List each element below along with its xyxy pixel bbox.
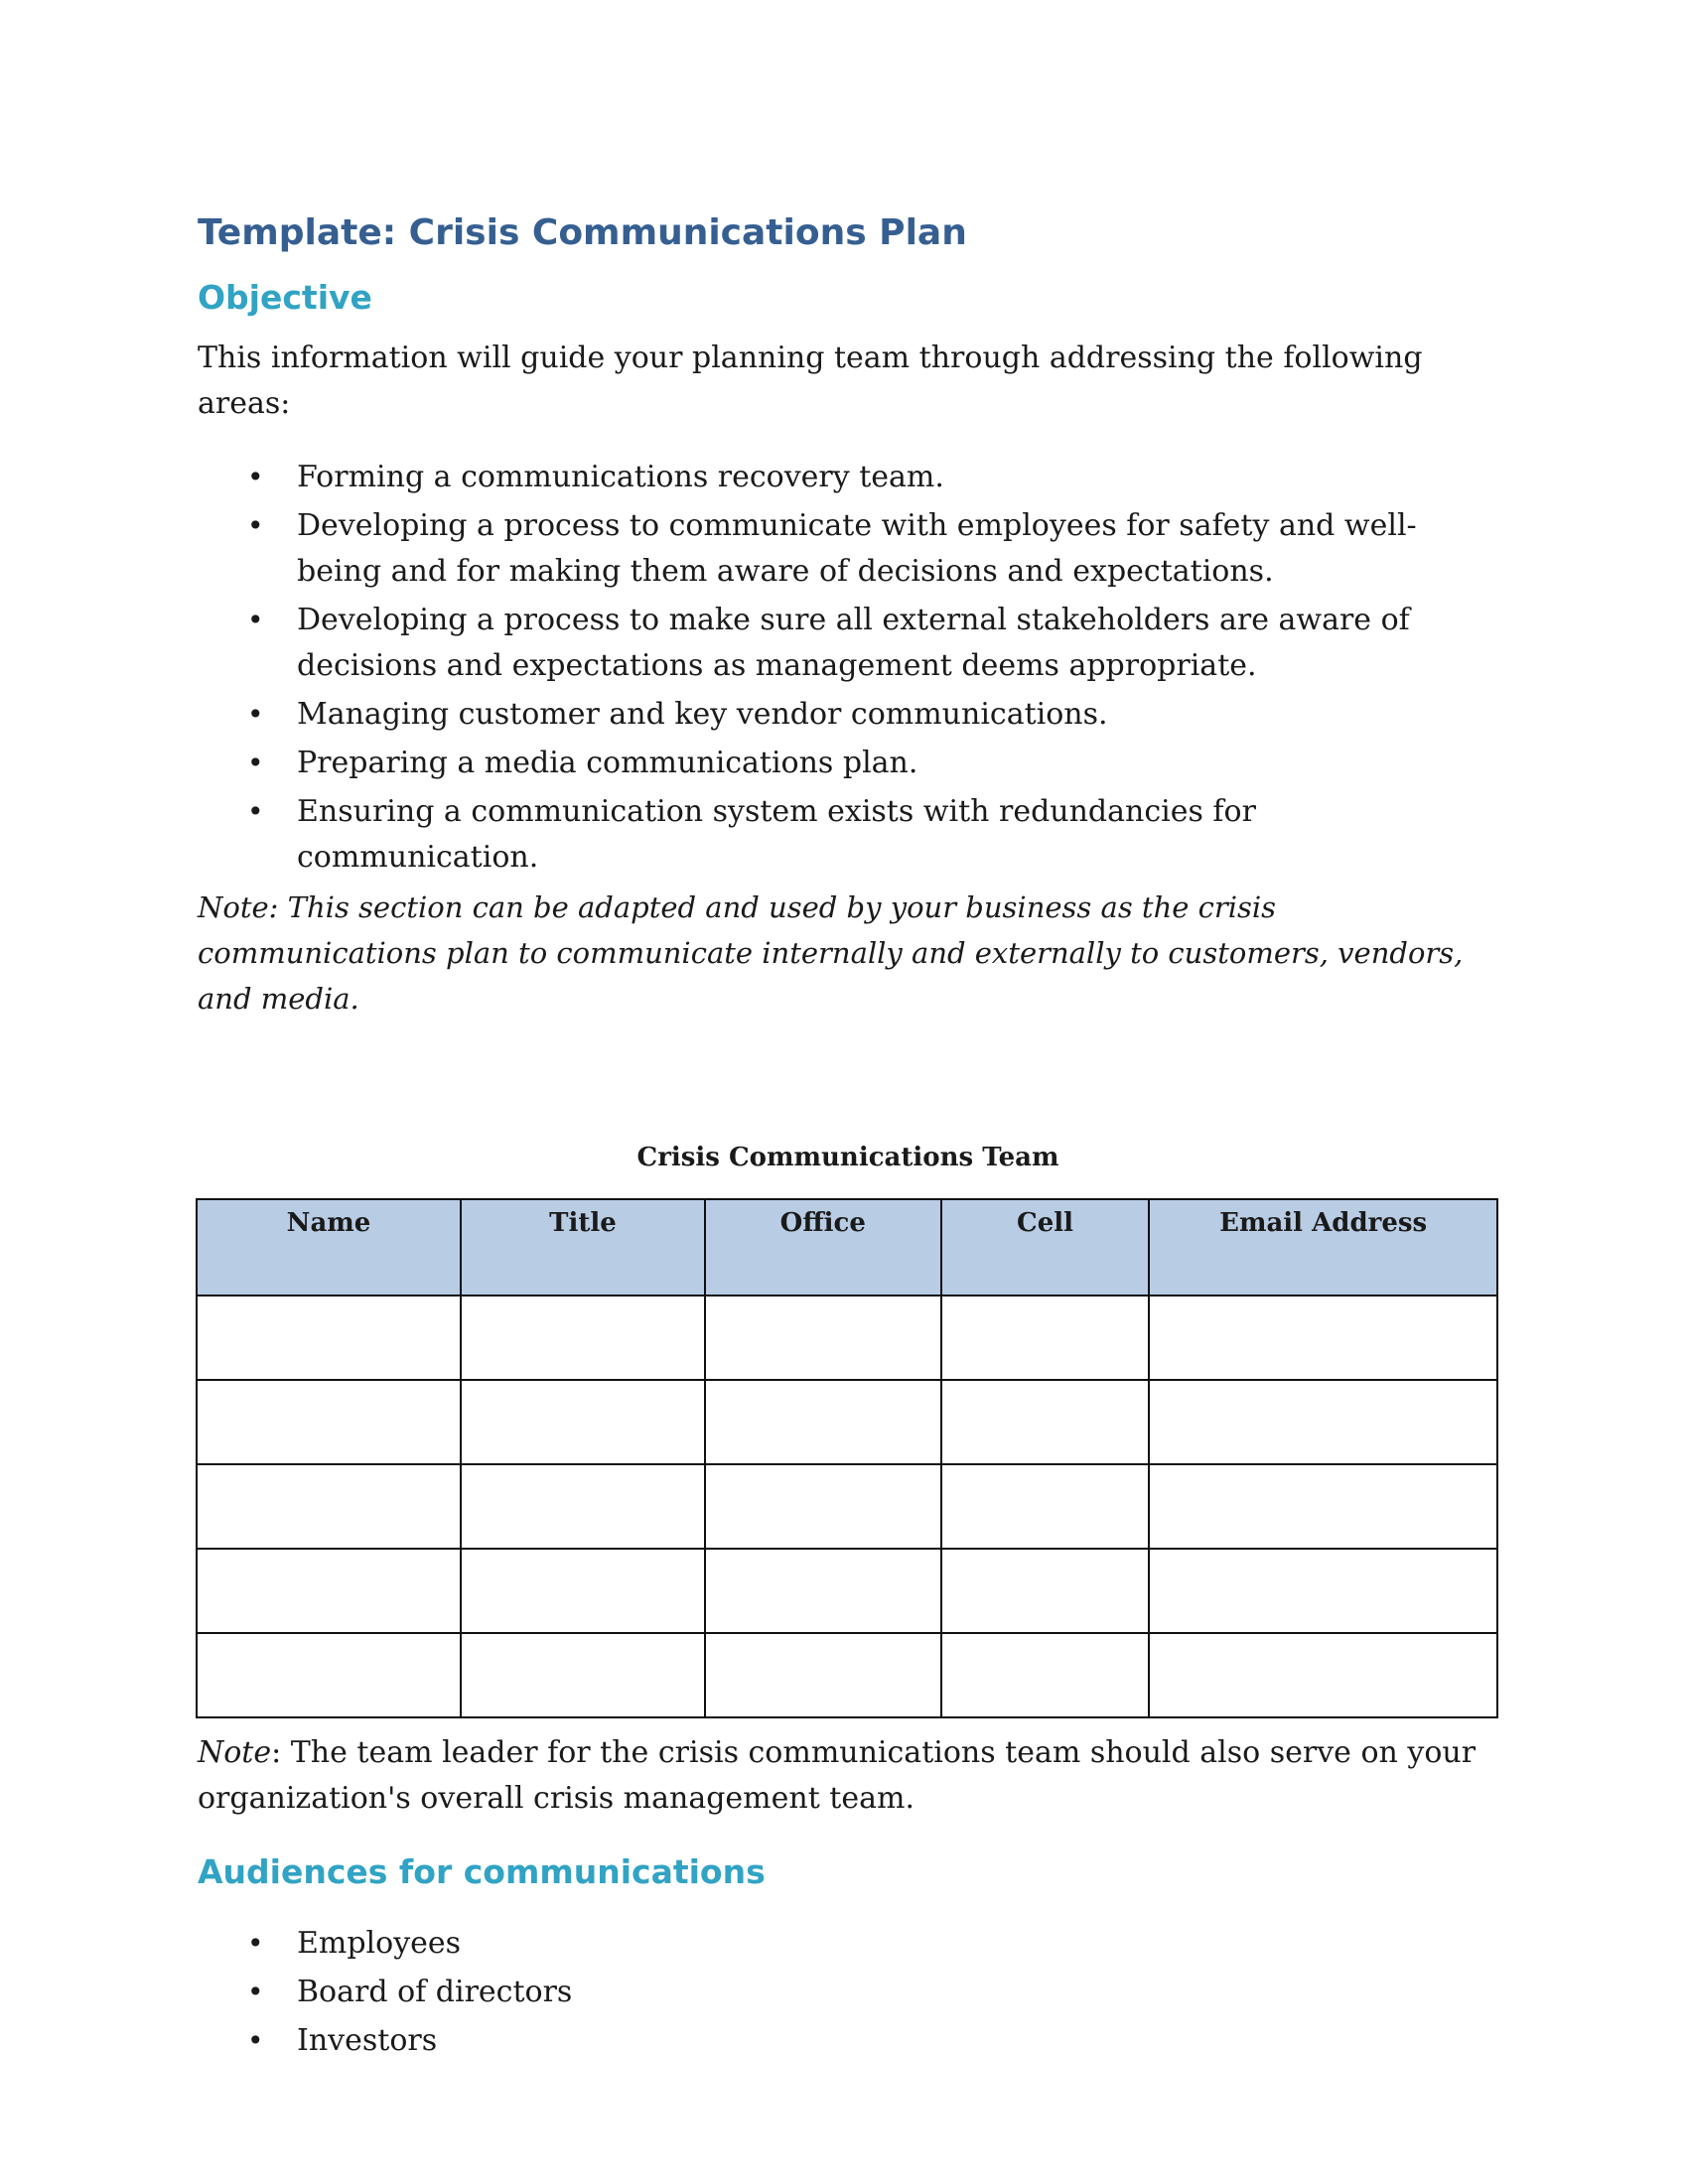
objective-note xyxy=(198,885,1478,1022)
list-item xyxy=(198,2018,1498,2064)
table-cell[interactable] xyxy=(1149,1549,1497,1633)
column-header-title: Title xyxy=(461,1199,705,1296)
table-row xyxy=(197,1633,1497,1717)
note-text: : The team leader for the crisis communications team should also serve on your organization's overall crisis management team. xyxy=(198,1735,1477,1817)
table-cell[interactable] xyxy=(461,1296,705,1380)
table-row xyxy=(197,1296,1497,1380)
bullet-icon: • xyxy=(247,604,264,637)
list-item-text: Preparing a media communications plan. xyxy=(297,746,918,781)
bullet-icon: • xyxy=(247,509,264,543)
note-label: Note xyxy=(198,890,269,925)
table-cell[interactable] xyxy=(197,1549,461,1633)
list-item xyxy=(198,598,1498,689)
table-cell[interactable] xyxy=(1149,1464,1497,1549)
list-item xyxy=(198,455,1498,500)
table-cell[interactable] xyxy=(197,1464,461,1549)
list-item xyxy=(198,692,1498,738)
table-row xyxy=(197,1464,1497,1549)
table-cell[interactable] xyxy=(1149,1633,1497,1717)
table-cell[interactable] xyxy=(705,1464,941,1549)
bullet-icon: • xyxy=(247,461,264,494)
list-item-text: Employees xyxy=(297,1925,462,1961)
objective-intro: This information will guide your planning team through addressing the following areas: xyxy=(198,341,1423,422)
table-cell[interactable] xyxy=(941,1549,1150,1633)
table-cell[interactable] xyxy=(705,1549,941,1633)
table-cell[interactable] xyxy=(461,1464,705,1549)
list-item-text: Developing a process to make sure all external stakeholders are aware of decisions and expectations as management deems appropriate. xyxy=(297,603,1410,684)
note-label: Note xyxy=(198,1735,272,1771)
table-cell[interactable] xyxy=(941,1296,1150,1380)
table-cell[interactable] xyxy=(941,1380,1150,1464)
bullet-icon: • xyxy=(247,698,264,732)
list-item-text: Investors xyxy=(297,2022,438,2058)
document-page xyxy=(198,210,1498,2067)
bullet-icon: • xyxy=(247,2023,264,2057)
bullet-icon: • xyxy=(247,1926,264,1960)
column-header-office: Office xyxy=(705,1199,941,1296)
list-item-text: Ensuring a communication system exists with redundancies for communication. xyxy=(297,794,1256,876)
table-cell[interactable] xyxy=(1149,1380,1497,1464)
table-row xyxy=(197,1549,1497,1633)
table-note xyxy=(198,1730,1478,1822)
objective-heading: Objective xyxy=(198,278,372,317)
audiences-bullet-list xyxy=(198,1921,1498,2064)
list-item-text: Developing a process to communicate with employees for safety and well-being and for making them aware of decisions and expectations. xyxy=(297,508,1417,590)
table-cell[interactable] xyxy=(705,1633,941,1717)
column-header-email: Email Address xyxy=(1149,1199,1497,1296)
bullet-icon: • xyxy=(247,747,264,780)
table-cell[interactable] xyxy=(941,1633,1150,1717)
table-cell[interactable] xyxy=(197,1296,461,1380)
objective-bullet-list xyxy=(198,455,1498,881)
table-cell[interactable] xyxy=(941,1464,1150,1549)
table-cell[interactable] xyxy=(1149,1296,1497,1380)
table-cell[interactable] xyxy=(705,1296,941,1380)
table-header-row xyxy=(197,1199,1497,1296)
table-row xyxy=(197,1380,1497,1464)
table-cell[interactable] xyxy=(461,1549,705,1633)
table-caption: Crisis Communications Team xyxy=(636,1143,1059,1173)
list-item xyxy=(198,1970,1498,2015)
list-item-text: Board of directors xyxy=(297,1974,573,2009)
column-header-name: Name xyxy=(197,1199,461,1296)
list-item xyxy=(198,741,1498,786)
bullet-icon: • xyxy=(247,795,264,829)
list-item-text: Forming a communications recovery team. xyxy=(297,460,944,495)
note-text: : This section can be adapted and used by your business as the crisis communications plan to communicate internally and externally to customers, vendors, and media. xyxy=(198,890,1464,1017)
list-item xyxy=(198,1921,1498,1967)
table-cell[interactable] xyxy=(197,1380,461,1464)
crisis-team-table xyxy=(196,1198,1498,1718)
table-cell[interactable] xyxy=(461,1633,705,1717)
table-cell[interactable] xyxy=(705,1380,941,1464)
table-cell[interactable] xyxy=(461,1380,705,1464)
audiences-heading: Audiences for communications xyxy=(198,1852,766,1892)
column-header-cell: Cell xyxy=(941,1199,1150,1296)
document-title: Template: Crisis Communications Plan xyxy=(198,212,967,253)
table-cell[interactable] xyxy=(197,1633,461,1717)
list-item xyxy=(198,503,1498,595)
list-item xyxy=(198,789,1498,881)
list-item-text: Managing customer and key vendor communications. xyxy=(297,697,1108,733)
bullet-icon: • xyxy=(247,1975,264,2008)
